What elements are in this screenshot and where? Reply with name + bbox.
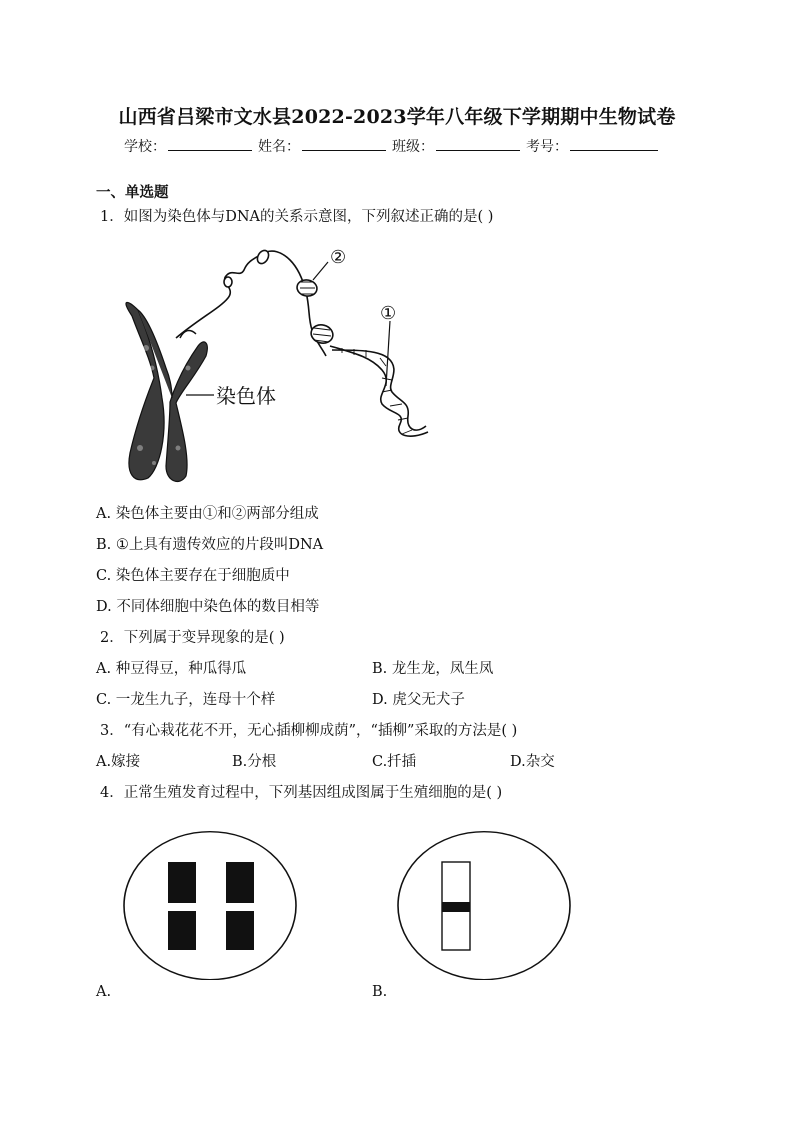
name-blank[interactable] xyxy=(302,136,386,151)
q3-option-b[interactable]: B.分根 xyxy=(232,754,277,770)
dna-helix xyxy=(330,346,428,436)
q4-figure-a[interactable] xyxy=(120,830,300,980)
section-heading: 一、单选题 xyxy=(96,184,169,201)
q1-option-b[interactable]: B. ①上具有遗传效应的片段叫DNA xyxy=(96,537,324,553)
q1-option-c[interactable]: C. 染色体主要存在于细胞质中 xyxy=(96,568,290,584)
nucleosome-beads xyxy=(224,248,335,345)
q3-option-a[interactable]: A.嫁接 xyxy=(96,754,141,770)
chromosome-shape xyxy=(126,302,207,481)
class-label: 班级： xyxy=(392,139,434,155)
marker-1: ① xyxy=(380,303,397,324)
school-label: 学校： xyxy=(124,139,166,155)
q2-option-b[interactable]: B. 龙生龙，凤生凤 xyxy=(372,661,494,677)
chromosome-dna-figure xyxy=(110,238,450,490)
marker-2: ② xyxy=(330,247,347,268)
exam-no-blank[interactable] xyxy=(570,136,658,151)
question-4-stem: 4．正常生殖发育过程中，下列基因组成图属于生殖细胞的是( ) xyxy=(100,785,503,801)
q1-option-a[interactable]: A. 染色体主要由①和②两部分组成 xyxy=(96,506,319,522)
q2-option-a[interactable]: A. 种豆得豆，种瓜得瓜 xyxy=(96,661,247,677)
q4-figure-b[interactable] xyxy=(394,830,574,980)
q4-option-b[interactable]: B. xyxy=(372,984,388,1000)
question-2-stem: 2．下列属于变异现象的是( ) xyxy=(100,630,285,646)
class-blank[interactable] xyxy=(436,136,520,151)
question-1-stem: 1．如图为染色体与DNA的关系示意图，下列叙述正确的是( ) xyxy=(100,209,494,225)
q3-option-c[interactable]: C.扦插 xyxy=(372,754,417,770)
exam-title: 山西省吕梁市文水县2022-2023学年八年级下学期期中生物试卷 xyxy=(118,106,676,128)
name-label: 姓名： xyxy=(258,139,300,155)
q2-option-d[interactable]: D. 虎父无犬子 xyxy=(372,692,465,708)
exam-no-label: 考号： xyxy=(526,139,568,155)
q2-option-c[interactable]: C. 一龙生九子，连母十个样 xyxy=(96,692,276,708)
school-blank[interactable] xyxy=(168,136,252,151)
q3-option-d[interactable]: D.杂交 xyxy=(510,754,555,770)
chromosome-label: 染色体 xyxy=(216,384,276,408)
student-info-line xyxy=(124,136,664,156)
question-3-stem: 3．“有心栽花花不开，无心插柳柳成荫”，“插柳”采取的方法是( ) xyxy=(100,723,518,739)
q1-option-d[interactable]: D. 不同体细胞中染色体的数目相等 xyxy=(96,599,320,615)
q4-option-a[interactable]: A. xyxy=(96,984,112,1000)
